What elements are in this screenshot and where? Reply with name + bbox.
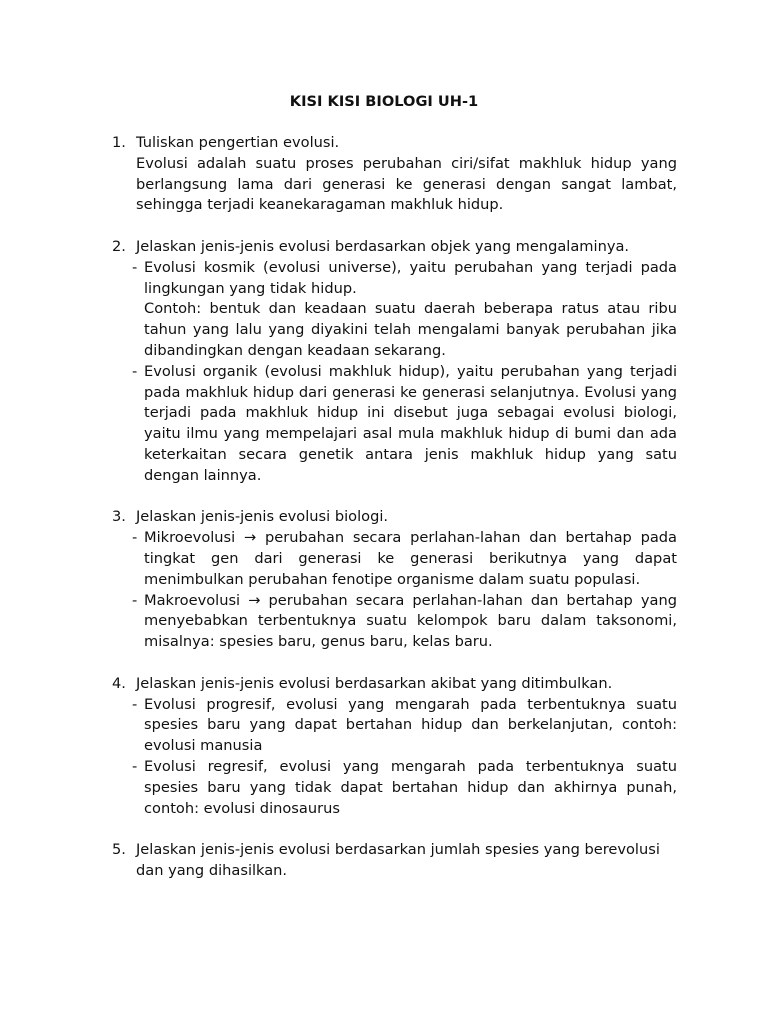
answer-example-text: Contoh: bentuk dan keadaan suatu daerah beberapa ratus atau ribu tahun yang lalu yang diyakini telah mengalami banyak perubahan jika dibandingkan dengan keadaan sekarang.	[144, 300, 677, 359]
question-text: Jelaskan jenis-jenis evolusi berdasarkan objek yang mengalaminya.	[136, 237, 630, 255]
document-title: KISI KISI BIOLOGI UH-1	[289, 93, 479, 110]
question-text: Tuliskan pengertian evolusi.	[136, 134, 340, 151]
question-text: Jelaskan jenis-jenis evolusi berdasarkan jumlah spesies yang berevolusi dan yang dihasilkan.	[136, 841, 660, 879]
bullet-dash: -	[132, 258, 138, 276]
question-item	[112, 507, 677, 653]
answer-point	[132, 528, 677, 590]
answer-point	[132, 258, 677, 300]
question-number: 2.	[112, 237, 126, 255]
question-item	[112, 840, 677, 882]
answer-point-text: Mikroevolusi → perubahan secara perlahan-lahan dan bertahap pada tingkat gen dari generasi ke generasi berikutnya yang dapat menimbulkan perubahan fenotipe organisme dalam suatu populasi.	[144, 529, 677, 588]
answer-point-text: Evolusi organik (evolusi makhluk hidup), yaitu perubahan yang terjadi pada makhluk hidup dari generasi ke generasi selanjutnya. Evolusi yang terjadi pada makhluk hidup ini disebut juga sebagai evolusi biologi, yaitu ilmu yang mempelajari asal mula makhluk hidup di bumi dan ada keterkaitan secara genetik antara jenis makhluk hidup yang satu dengan lainnya.	[144, 362, 677, 484]
question-item	[112, 133, 677, 216]
question-item	[112, 237, 677, 487]
question-list	[112, 133, 677, 902]
question-number: 4.	[112, 674, 126, 692]
answer-point-text: Evolusi kosmik (evolusi universe), yaitu perubahan yang terjadi pada lingkungan yang tidak hidup.	[144, 258, 677, 297]
answer-point	[132, 695, 677, 757]
answer-point-text: Evolusi progresif, evolusi yang mengarah pada terbentuknya suatu spesies baru yang dapat bertahan hidup dan berkelanjutan, contoh: evolusi manusia	[144, 695, 677, 755]
answer-text: Evolusi adalah suatu proses perubahan ciri/sifat makhluk hidup yang berlangsung lama dari generasi ke generasi dengan sangat lambat, sehingga terjadi keanekaragaman makhluk hidup.	[136, 154, 677, 214]
answer-point	[132, 757, 677, 819]
question-item	[112, 674, 677, 820]
bullet-dash: -	[132, 529, 138, 547]
answer-point-text: Evolusi regresif, evolusi yang mengarah pada terbentuknya suatu spesies baru yang tidak dapat bertahan hidup dan akhirnya punah, contoh: evolusi dinosaurus	[144, 757, 677, 817]
bullet-dash: -	[132, 362, 138, 380]
answer-point	[132, 591, 677, 653]
bullet-dash: -	[132, 757, 138, 775]
question-text: Jelaskan jenis-jenis evolusi biologi.	[136, 508, 389, 526]
answer-point	[132, 362, 677, 487]
question-number: 5.	[112, 841, 126, 859]
bullet-dash: -	[132, 695, 138, 713]
answer-point-text: Makroevolusi → perubahan secara perlahan-lahan dan bertahap yang menyebabkan terbentuknya suatu kelompok baru dalam taksonomi, misalnya: spesies baru, genus baru, kelas baru.	[144, 591, 677, 651]
question-text: Jelaskan jenis-jenis evolusi berdasarkan akibat yang ditimbulkan.	[136, 674, 613, 692]
bullet-dash: -	[132, 591, 138, 609]
question-number: 1.	[112, 134, 126, 151]
question-number: 3.	[112, 508, 126, 526]
